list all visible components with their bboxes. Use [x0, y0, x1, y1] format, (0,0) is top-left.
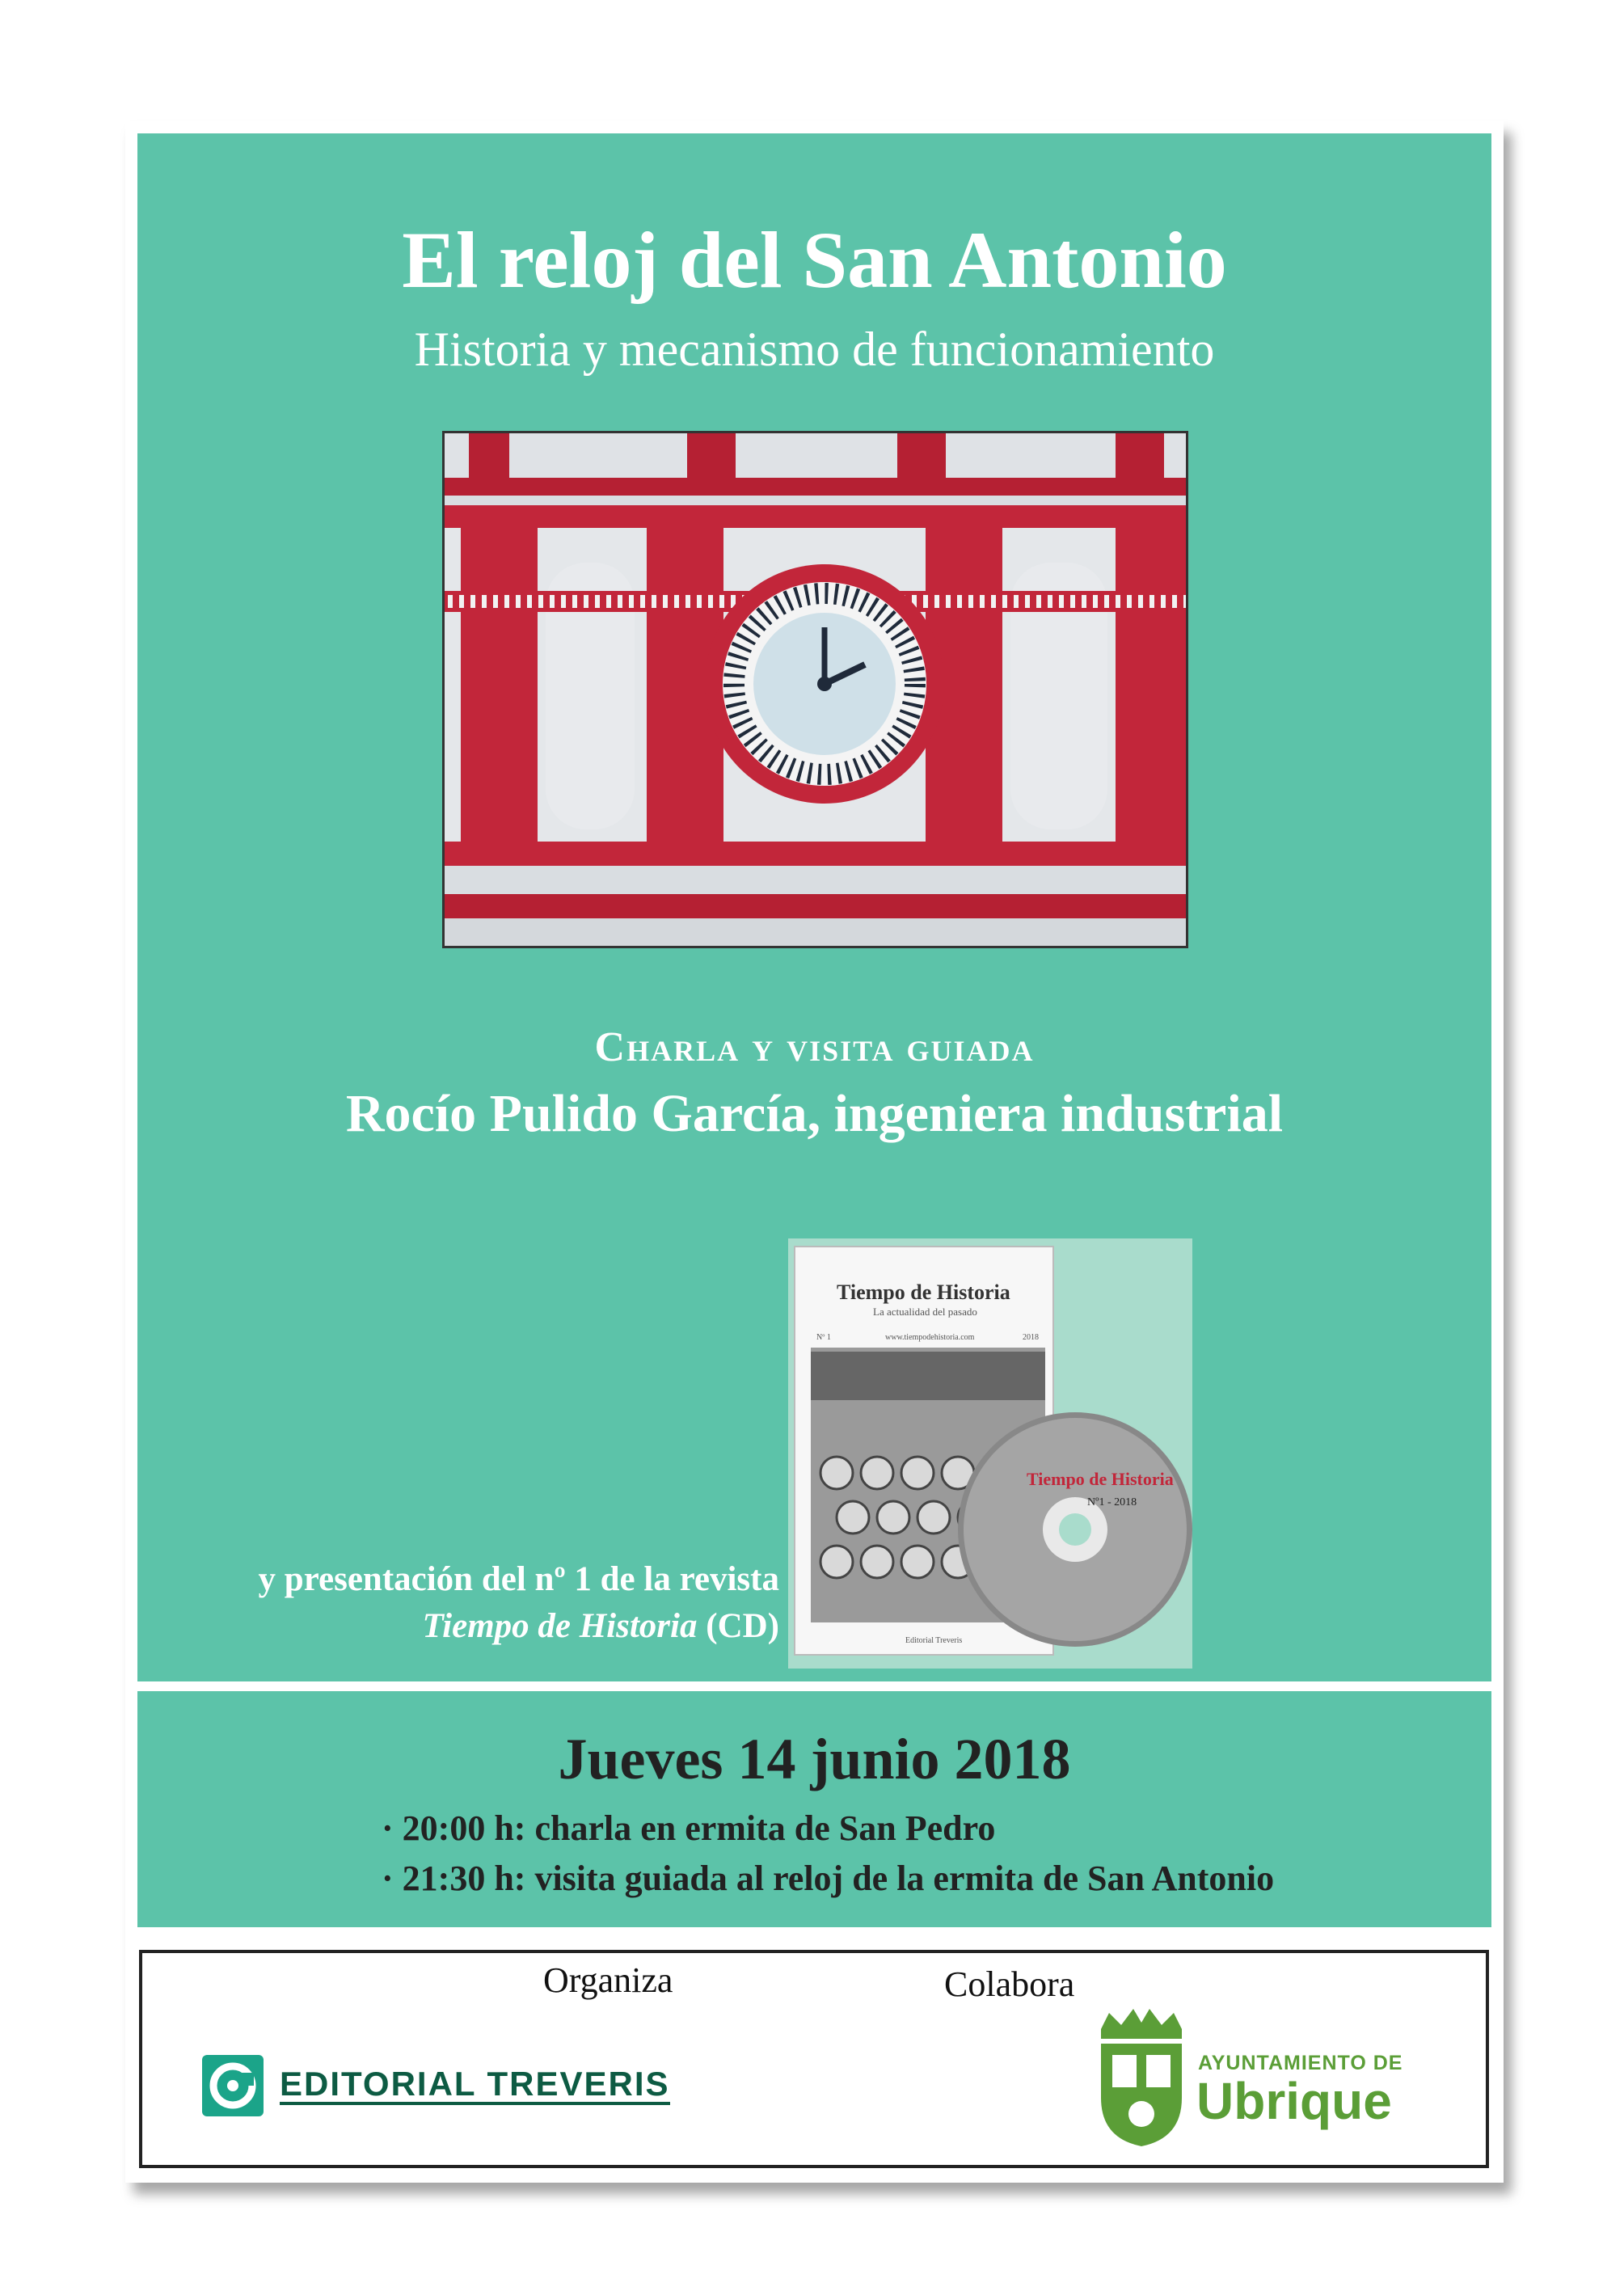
colabora-label: Colabora [944, 1964, 1075, 2004]
presentation-note [259, 1556, 779, 1650]
magazine-cover-art [788, 1238, 1192, 1669]
magazine-website: www.tiempodehistoria.com [885, 1333, 975, 1342]
magazine-title: Tiempo de Historia [837, 1281, 1010, 1304]
magazine-publisher: Editorial Treveris [905, 1636, 963, 1645]
schedule-item-2: · 21:30 h: visita guiada al reloj de la ermita de San Antonio [382, 1859, 1275, 1898]
presentation-line-2 [259, 1603, 779, 1650]
collaborator-line-2: Ubrique [1196, 2072, 1392, 2130]
cd-title: Tiempo de Historia [1027, 1469, 1174, 1489]
cd-issue: Nº1 - 2018 [1087, 1496, 1137, 1508]
editorial-treveris-logo [200, 2053, 670, 2118]
organizer-name: EDITORIAL TREVERIS [280, 2066, 670, 2105]
magazine-name: Tiempo de Historia [422, 1607, 698, 1645]
magazine-cd-image [788, 1238, 1192, 1669]
collaborator-line-1: AYUNTAMIENTO DE [1198, 2052, 1403, 2074]
organiza-label: Organiza [543, 1960, 673, 2000]
clock-facade-illustration [445, 433, 1186, 946]
ayuntamiento-ubrique-logo [1093, 2005, 1432, 2150]
schedule-item-1: · 20:00 h: charla en ermita de San Pedro [382, 1808, 996, 1848]
event-type-label: Charla y visita guiada [594, 1024, 1035, 1070]
magazine-tagline: La actualidad del pasado [873, 1306, 977, 1318]
presentation-format: (CD) [706, 1607, 779, 1645]
page-title: El reloj del San Antonio [402, 215, 1227, 305]
page-subtitle: Historia y mecanismo de funcionamiento [414, 323, 1215, 376]
event-date: Jueves 14 junio 2018 [558, 1727, 1071, 1791]
speaker-name: Rocío Pulido García, ingeniera industrial [345, 1084, 1284, 1143]
treveris-emblem-icon [200, 2053, 265, 2118]
clock-tower-photo [442, 431, 1188, 948]
magazine-issue: Nº 1 [816, 1333, 831, 1342]
presentation-line-1: y presentación del nº 1 de la revista [258, 1560, 779, 1598]
magazine-year: 2018 [1023, 1333, 1039, 1342]
ubrique-crest-icon [1093, 2005, 1190, 2150]
